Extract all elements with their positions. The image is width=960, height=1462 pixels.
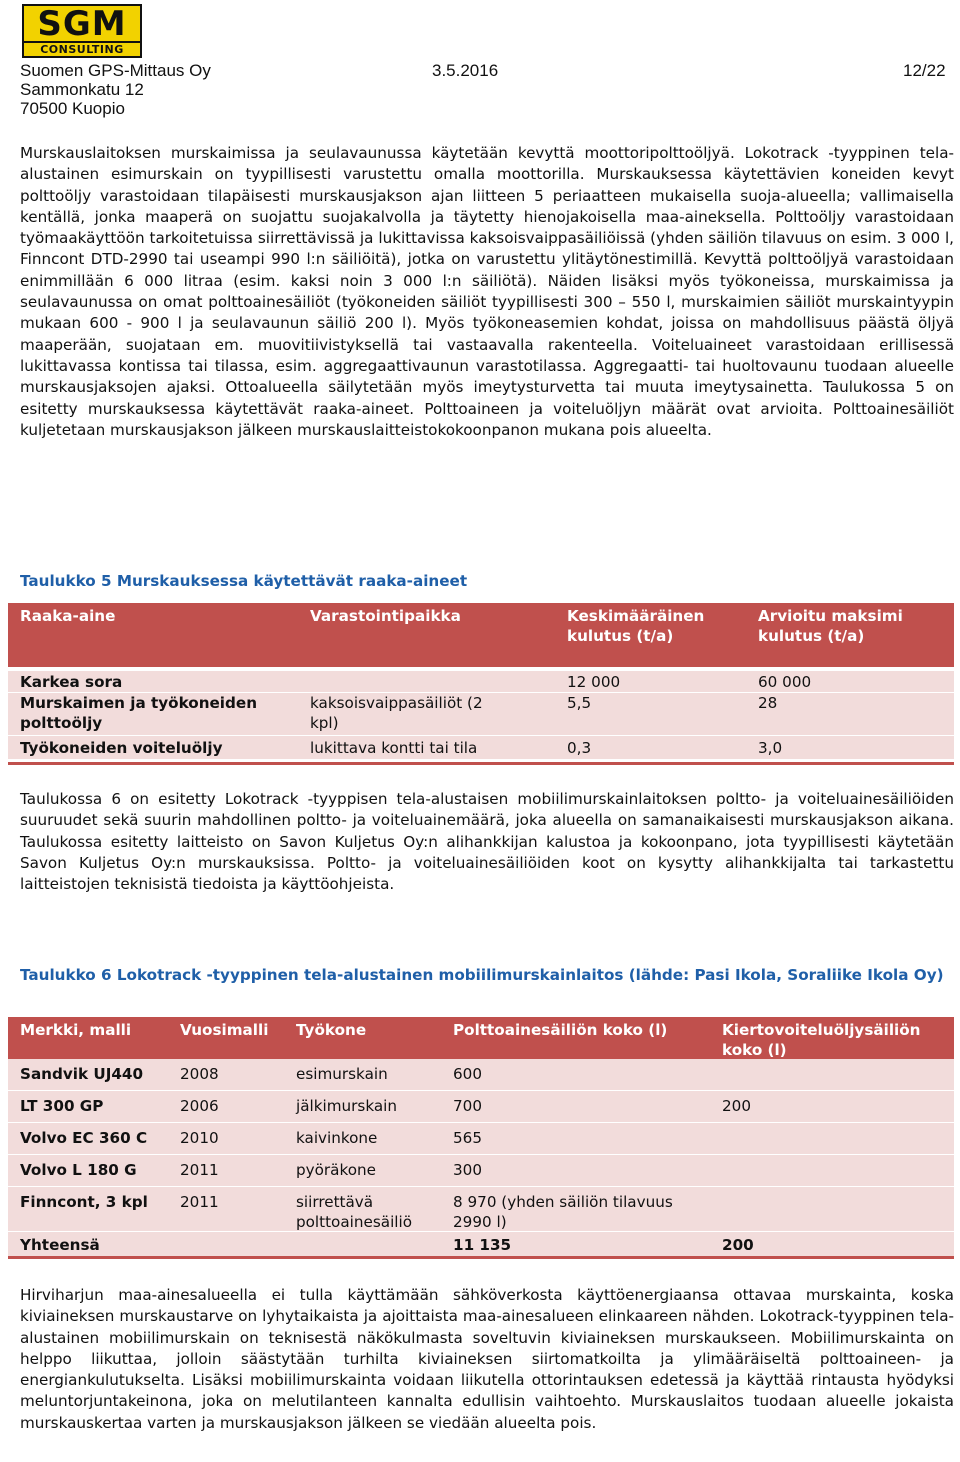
table-row: [8, 1123, 954, 1155]
header-city: 70500 Kuopio: [20, 99, 125, 118]
table6-cell: siirrettävä polttoainesäiliö: [296, 1193, 413, 1231]
table5-cell: 3,0: [758, 739, 783, 757]
paragraph-crusher-choice: Hirviharjun maa-ainesalueella ei tulla käyttämään sähköverkosta käyttöenergiaansa ottavaa murskainta, koska kiviaineksen murskaustarve on lyhytaikaista ja ajoittaista maa-ainesalueen elinkaareen nähden. Lokotrack-tyyppinen tela-alustainen mobiilimurskain on teknisestä näkökulmasta soveltuvin kiviaineksen murskaukseen. Mobiilimurskainta on helppo liikuttaa, jolloin säästytään turhilta kiviaineksen siirtomatkoilta ja ylimääräiseltä polttoaineen- ja energiankulutukselta. Lisäksi mobiilimurskainta voidaan liikutella ottorintauksen edetessä ja käyttää rintausta hyödyksi meluntorjuntakeinona, joka on melutilanteen kannalta edullisin vaihtoehto. Murskauslaitos tuodaan alueelle jokaista murskauskertaa varten ja murskausjakson jälkeen se viedään alueelta pois.: [20, 1286, 954, 1432]
header-street: Sammonkatu 12: [20, 80, 144, 99]
table6-cell: 8 970 (yhden säiliön tilavuus 2990 l): [453, 1193, 673, 1231]
table6: [8, 1017, 954, 1259]
paragraph-table6-intro: Taulukossa 6 on esitetty Lokotrack -tyyppisen tela-alustaisen mobiilimurskainlaitoksen poltto- ja voiteluainesäiliöiden suuruudet sekä suurin mahdollinen poltto- ja voiteluainemäärä, joka alueella on samanaikaisesti murskausjakson aikana. Taulukossa esitetty laitteisto on Savon Kuljetus Oy:n alihankkijan kalustoa ja kokoonpano, jota tyypillisesti käytetään Savon Kuljetus Oy:n murskauksissa. Poltto- ja voiteluainesäiliöiden koot on kysytty alihankkijalta tai tarkastettu laitteistojen teknisistä tiedoista ja käyttöohjeista.: [20, 790, 954, 894]
table6-cell: LT 300 GP: [20, 1097, 104, 1115]
table-row: [8, 1059, 954, 1091]
table6-cell: 565: [453, 1129, 482, 1147]
table5-cell: 60 000: [758, 673, 812, 691]
table6-cell: pyöräkone: [296, 1161, 376, 1179]
table6-cell: 2010: [180, 1129, 219, 1147]
table6-cell: Volvo EC 360 C: [20, 1129, 148, 1147]
table5-header-avg-consumption: Keskimääräinen kulutus (t/a): [567, 607, 705, 645]
table5-cell: kaksoisvaippasäiliöt (2 kpl): [310, 694, 483, 732]
table6-cell: 600: [453, 1065, 482, 1083]
table5-cell: Karkea sora: [20, 673, 123, 691]
table6-cell: kaivinkone: [296, 1129, 378, 1147]
table6-total-fuel: 11 135: [453, 1236, 512, 1254]
table6-total-lube: 200: [722, 1236, 754, 1254]
table-row: [8, 693, 954, 736]
table6-cell: 2011: [180, 1193, 219, 1211]
logo-subtext: CONSULTING: [40, 43, 124, 56]
header-date: 3.5.2016: [432, 61, 499, 80]
table5-bottom-rule: [8, 762, 954, 765]
table-row: [8, 1187, 954, 1232]
table6-total-label: Yhteensä: [20, 1236, 100, 1254]
table6-cell: Volvo L 180 G: [20, 1161, 137, 1179]
table5-cell: 5,5: [567, 694, 592, 712]
table5-header-storage: Varastointipaikka: [310, 607, 461, 625]
table5-cell: 12 000: [567, 673, 621, 691]
table6-cell: Finncont, 3 kpl: [20, 1193, 148, 1211]
table6-cell: 300: [453, 1161, 482, 1179]
table5-cell: Murskaimen ja työkoneiden polttoöljy: [20, 694, 258, 732]
logo-text: SGM: [37, 3, 127, 44]
header-page-number: 12/22: [903, 61, 946, 80]
table5-cell: Työkoneiden voiteluöljy: [20, 739, 223, 757]
table5-header-raw-material: Raaka-aine: [20, 607, 116, 625]
table-row: [8, 736, 954, 760]
table-row: [8, 1155, 954, 1187]
table6-cell: 2006: [180, 1097, 219, 1115]
table5-cell: lukittava kontti tai tila: [310, 739, 478, 757]
table5: [8, 603, 954, 760]
table6-cell: 200: [722, 1097, 751, 1115]
table5-header-row: [8, 603, 954, 667]
table6-caption: Taulukko 6 Lokotrack -tyyppinen tela-alustainen mobiilimurskainlaitos (lähde: Pasi Ikola, Soraliike Ikola Oy): [20, 966, 944, 984]
table6-cell: 2011: [180, 1161, 219, 1179]
table6-header-row: [8, 1017, 954, 1059]
table6-cell: esimurskain: [296, 1065, 388, 1083]
table6-cell: Sandvik UJ440: [20, 1065, 144, 1083]
table6-header-lube-tank: Kiertovoiteluöljysäiliön koko (l): [722, 1021, 921, 1059]
table6-bottom-rule: [8, 1256, 954, 1259]
table5-header-max-consumption: Arvioitu maksimi kulutus (t/a): [758, 607, 903, 645]
table6-cell: jälkimurskain: [296, 1097, 398, 1115]
header-company: Suomen GPS-Mittaus Oy: [20, 61, 211, 80]
table-row: [8, 1091, 954, 1123]
table6-cell: 700: [453, 1097, 482, 1115]
table6-cell: 2008: [180, 1065, 219, 1083]
table6-header-machine: Työkone: [296, 1021, 367, 1039]
sgm-consulting-logo: [22, 4, 142, 58]
table6-total-row: [8, 1232, 954, 1259]
paragraph-storage: Murskauslaitoksen murskaimissa ja seulavaunussa käytetään kevyttä moottoripolttoöljyä. Lokotrack -tyyppinen tela-alustainen esimurskain on tyypillisesti varustettu omalla moottorilla. Murskauksessa käytettävien koneiden kevyt polttoöljy varastoidaan tilapäisesti murskausjakson ajan liitteen 5 periaatteen mukaisella suoja-alueella; vallimaisella kentällä, jonka maaperä on suojattu suojakalvolla ja täytetty hienojakoisella maa-aineksella. Polttoöljy varastoidaan työmaakäyttöön tarkoitetuissa siirrettävissä ja lukittavissa kaksoisvaippasäiliöissä (yhden säiliön tilavuus on esim. 3 000 l, Finncont DTD-2990 tai useampi 990 l:n säiliöitä), jotka on varustettu ylitäytönestimillä. Kevyttä polttoöljyä varastoidaan enimmillään 6 000 litraa (esim. kaksi noin 3 000 l:n säiliötä). Näiden lisäksi myös työkoneissa, murskaimissa ja seulavaunussa on omat polttoainesäiliöt (työkoneiden säiliöt tyypillisesti 300 – 550 l, murskaimien säiliöt murskaintyypin mukaan 600 - 900 l ja seulavaunun säiliö 200 l). Myös työkoneasemien kohdat, joissa on mahdollisuus päästä öljyä maaperään, suojataan em. muovitiivistyksellä tai vastaavalla rakenteella. Voiteluaineet varastoidaan erillisessä lukittavassa kontissa tai tilassa, esim. aggregaattivaunun varastotilassa. Aggregaatti- tai huoltovaunu tuodaan alueelle murskausjaksojen ajaksi. Ottoalueella säilytetään myös imeytysturvetta tai muuta imeytysainetta. Taulukossa 5 on esitetty murskauksessa käytettävät raaka-aineet. Polttoaineen ja voiteluöljyn määrät ovat arvioita. Polttoainesäiliöt kuljetetaan murskausjakson jälkeen murskauslaitteistokokoonpanon mukana pois alueelta.: [20, 144, 954, 439]
table-row: [8, 671, 954, 693]
table5-cell: 28: [758, 694, 778, 712]
table6-header-model: Merkki, malli: [20, 1021, 132, 1039]
table6-header-fuel-tank: Polttoainesäiliön koko (l): [453, 1021, 668, 1039]
table6-header-year: Vuosimalli: [180, 1021, 269, 1039]
table5-caption: Taulukko 5 Murskauksessa käytettävät raaka-aineet: [20, 572, 468, 590]
table5-cell: 0,3: [567, 739, 592, 757]
